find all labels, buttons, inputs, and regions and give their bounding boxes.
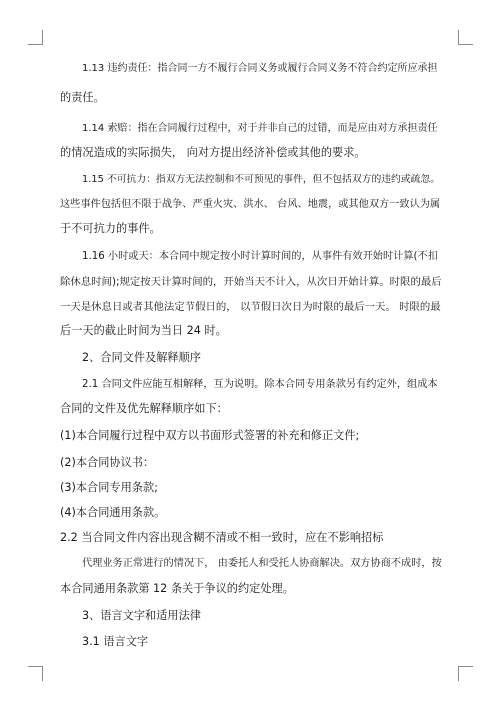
list-item-4: (4)本合同通用条款。 xyxy=(60,506,166,519)
clause-1-15-line-1: 1.15 不可抗力：指双方无法控制和不可预见的事件，但不包括双方的违约或疏忽。 xyxy=(82,174,441,185)
list-item-3: (3)本合同专用条款; xyxy=(60,481,158,494)
clause-1-16-line-3: 一天是休息日或者其他法定节假日的， 以节假日次日为时限的最后一天。 时限的最 xyxy=(60,301,441,313)
section-3-heading: 3、语言文字和适用法律 xyxy=(82,609,201,622)
section-2-heading: 2、合同文件及解释顺序 xyxy=(82,351,201,364)
crop-mark-top-left xyxy=(28,30,43,45)
clause-1-14-line-2: 的情况造成的实际损失， 向对方提出经济补偿或其他的要求。 xyxy=(60,146,366,159)
clause-1-13-line-1: 1.13 违约责任：指合同一方不履行合同义务或履行合同义务不符合约定所应承担 xyxy=(82,63,438,74)
clause-1-16-line-2: 除休息时间);规定按天计算时间的，开始当天不计入，从次日开始计算。时限的最后 xyxy=(60,276,442,288)
clause-1-14-line-1: 1.14 索赔：指在合同履行过程中，对于并非自己的过错，而是应由对方承担责任 xyxy=(82,123,438,134)
clause-2-1-line-1: 2.1 合同文件应能互相解释，互为说明。除本合同专用条款另有约定外，组成本 xyxy=(82,379,438,390)
clause-1-15-line-2: 这些事件包括但不限于战争、严重火灾、洪水、 台风、地震，或其他双方一致认为属 xyxy=(60,199,441,210)
clause-1-16-line-4: 后一天的截止时间为当日 24 时。 xyxy=(60,324,227,337)
clause-2-2-line-1: 2.2 当合同文件内容出现含糊不清或不相一致时，应在不影响招标 xyxy=(60,531,384,544)
crop-mark-bottom-left xyxy=(28,666,43,681)
clause-2-2-line-3: 本合同通用条款第 12 条关于争议的约定处理。 xyxy=(60,582,294,595)
clause-3-1-heading: 3.1 语言文字 xyxy=(82,635,149,648)
list-item-1: (1)本合同履行过程中双方以书面形式签署的补充和修正文件; xyxy=(60,429,360,442)
crop-mark-bottom-right xyxy=(458,666,473,681)
clause-1-16-line-1: 1.16 小时或天：本合同中规定按小时计算时间的，从事件有效开始时计算(不扣 xyxy=(82,251,438,262)
clause-1-13-line-2: 的责任。 xyxy=(60,91,105,104)
crop-mark-top-right xyxy=(458,30,473,45)
clause-2-1-line-2: 合同的文件及优先解释顺序如下： xyxy=(60,402,228,415)
list-item-2: (2)本合同协议书： xyxy=(60,456,155,469)
clause-1-15-line-3: 于不可抗力的事件。 xyxy=(60,222,161,235)
clause-2-2-line-2: 代理业务正常进行的情况下， 由委托人和受托人协商解决。双方协商不成时，按 xyxy=(82,558,442,569)
